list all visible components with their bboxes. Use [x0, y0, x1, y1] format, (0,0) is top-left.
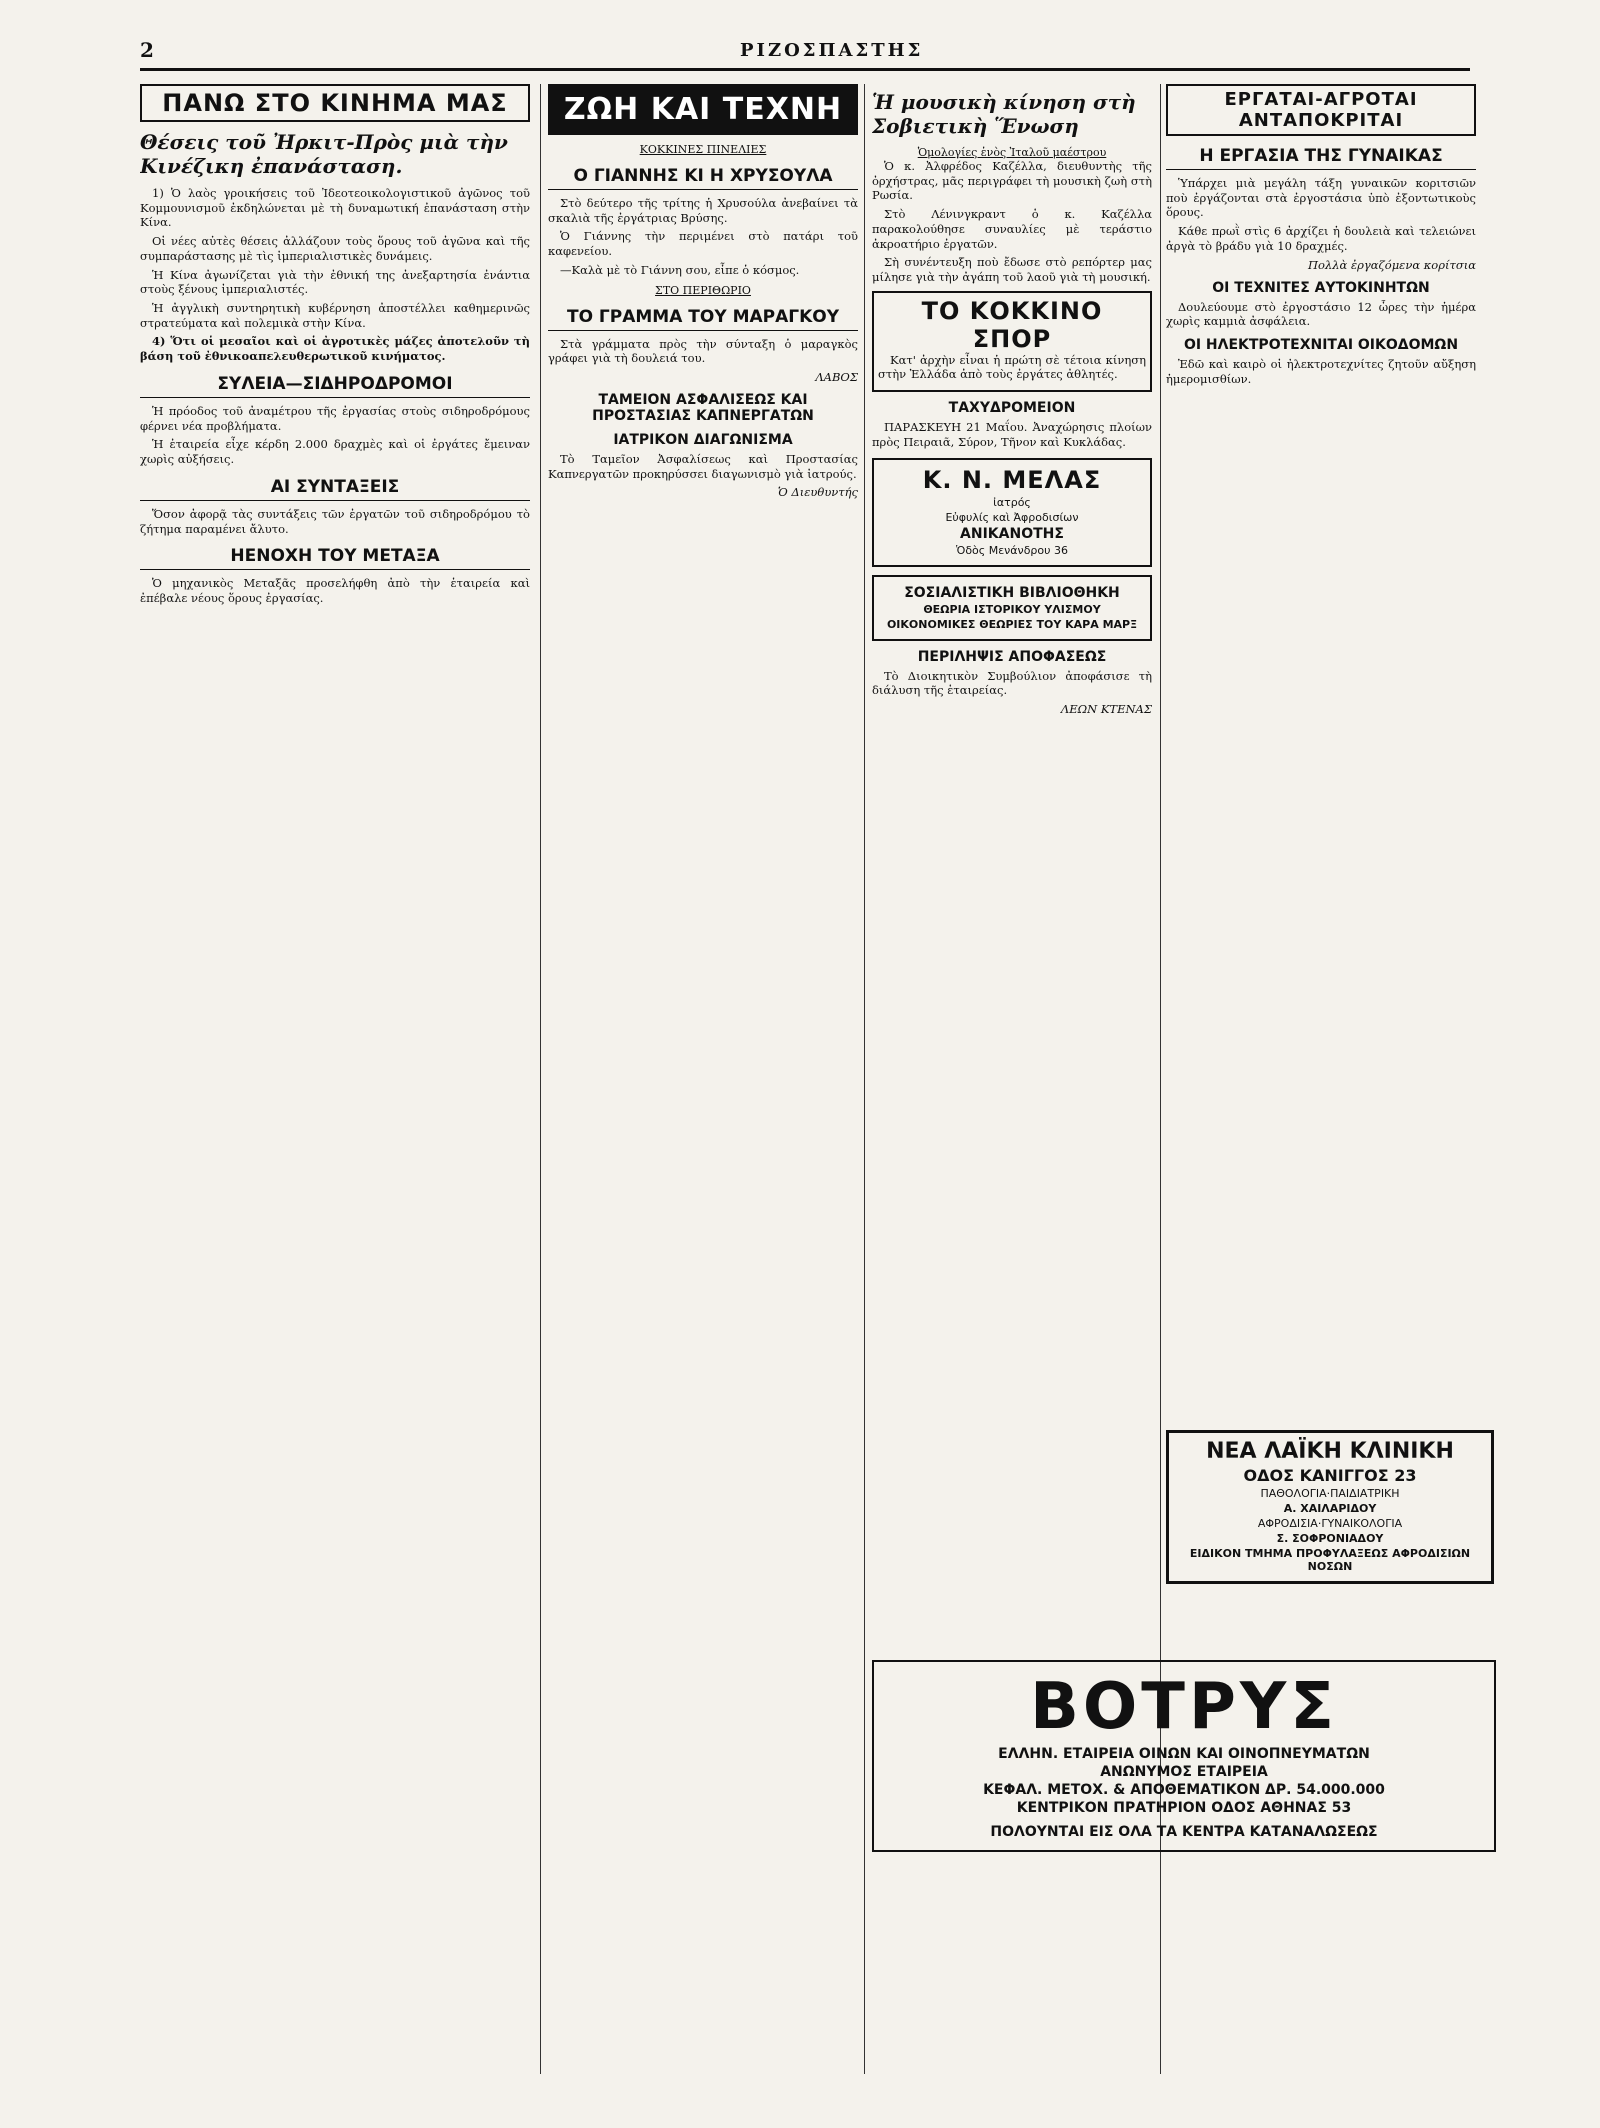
paragraph: Κατ' ἀρχὴν εἶναι ἡ πρώτη σὲ τέτοια κίνηση στὴν Ἑλλάδα ἀπὸ τοὺς ἐργάτες ἀθλητές.: [878, 352, 1146, 382]
ad-line: Ὁδὸς Μενάνδρου 36: [955, 543, 1069, 557]
heading-letter: ΤΟ ΓΡΑΜΜΑ ΤΟΥ ΜΑΡΑΓΚΟΥ: [548, 307, 858, 331]
sport-title: ΤΟ ΚΟΚΚΙΝΟ ΣΠΟΡ: [921, 296, 1103, 353]
heading-metaxa: ΗΕΝΟΧΗ ΤΟΥ ΜΕΤΑΞΑ: [140, 546, 530, 570]
ad-line: ΚΕΝΤΡΙΚΟΝ ΠΡΑΤΗΡΙΟΝ ΟΔΟΣ ΑΘΗΝΑΣ 53: [1016, 1800, 1352, 1816]
heading-decisions: ΠΕΡΙΛΗΨΙΣ ΑΠΟΦΑΣΕΩΣ: [917, 648, 1107, 665]
paragraph: ΠΑΡΑΣΚΕΥΗ 21 Μαΐου. Ἀναχώρησις πλοίων πρὸς Πειραιᾶ, Σύρον, Τῆνον καὶ Κυκλάδας.: [872, 420, 1152, 449]
heading-fund: ΤΑΜΕΙΟΝ ΑΣΦΑΛΙΣΕΩΣ ΚΑΙ ΠΡΟΣΤΑΣΙΑΣ ΚΑΠΝΕΡΓΑΤΩΝ: [592, 392, 814, 425]
paragraph: Τὸ Ταμεῖον Ἀσφαλίσεως καὶ Προστασίας Καπνεργατῶν προκηρύσσει διαγωνισμὸ γιὰ ἰατρούς.: [548, 452, 858, 481]
paragraph: Στὰ γράμματα πρὸς τὴν σύνταξη ὁ μαραγκὸς γράφει γιὰ τὴ δουλειά του.: [548, 336, 858, 366]
paragraph: Ἡ ἀγγλικὴ συντηρητικὴ κυβέρνηση ἀποστέλλει καθημερινῶς στρατεύματα καὶ πολεμικὰ στὴν Κίνα.: [140, 301, 530, 330]
heading-pensions: ΑΙ ΣΥΝΤΑΞΕΙΣ: [140, 477, 530, 501]
ad-line: ΑΝΙΚΑΝΟΤΗΣ: [960, 525, 1064, 542]
paragraph: Ὁ κ. Ἀλφρέδος Καζέλλα, διευθυντὴς τῆς ὀρχήστρας, μᾶς περιγράφει τὴ μουσικὴ ζωὴ στὴ Ρωσία.: [872, 159, 1152, 203]
masthead: [140, 38, 1470, 68]
ad-title: ΒΟΤΡΥΣ: [1030, 1670, 1338, 1744]
ad-title: ΣΟΣΙΑΛΙΣΤΙΚΗ ΒΙΒΛΙΟΘΗΚΗ: [904, 584, 1120, 601]
signature: ΛΕΩΝ ΚΤΕΝΑΣ: [1060, 702, 1152, 717]
heading-railways: ΣΥΛΕΙΑ—ΣΙΔΗΡΟΔΡΟΜΟΙ: [140, 374, 530, 398]
clinic-address: ΟΔΟΣ ΚΑΝΙΓΓΟΣ 23: [1243, 1466, 1417, 1485]
section-heading: ΖΩΗ ΚΑΙ ΤΕΧΝΗ: [548, 84, 858, 135]
article-title: Ἡ μουσικὴ κίνηση στὴ Σοβιετικὴ Ἕνωση: [872, 90, 1136, 138]
paragraph: Ἡ ἐταιρεία εἶχε κέρδη 2.000 δραχμὲς καὶ οἱ ἐργάτες ἔμειναν χωρὶς αὐξήσεις.: [140, 437, 530, 467]
bold-paragraph: 4) Ὅτι οἱ μεσαῖοι καὶ οἱ ἀγροτικὲς μάζες ἀποτελοῦν τὴ βάση τοῦ ἐθνικοαπελευθερωτικοῦ κινήματος.: [140, 334, 530, 364]
paragraph: Δουλεύουμε στὸ ἐργοστάσιο 12 ὧρες τὴν ἡμέρα χωρὶς καμμιὰ ἀσφάλεια.: [1166, 299, 1476, 329]
paragraph: Σὴ συνέντευξη ποὺ ἔδωσε στὸ ρεπόρτερ μας μίλησε γιὰ τὴν ἀγάπη τοῦ λαοῦ γιὰ τὴ μουσική.: [872, 255, 1152, 285]
ad-line: ΕΛΛΗΝ. ΕΤΑΙΡΕΙΑ ΟΙΝΩΝ ΚΑΙ ΟΙΝΟΠΝΕΥΜΑΤΩΝ: [998, 1746, 1370, 1762]
ad-title: Κ. Ν. ΜΕΛΑΣ: [922, 465, 1102, 494]
column-zoi-techni: [548, 84, 858, 2074]
ad-line: ΚΕΦΑΛ. ΜΕΤΟΧ. & ΑΠΟΘΕΜΑΤΙΚΟΝ ΔΡ. 54.000.000: [983, 1782, 1385, 1798]
column-rule: [864, 84, 865, 2074]
heading-electricians: ΟΙ ΗΛΕΚΤΡΟΤΕΧΝΙΤΑΙ ΟΙΚΟΔΟΜΩΝ: [1183, 337, 1459, 354]
paragraph: Ἐδῶ καὶ καιρὸ οἱ ἠλεκτροτεχνίτες ζητοῦν αὔξηση ἡμερομισθίων.: [1166, 357, 1476, 386]
ad-line: ἰατρός: [993, 495, 1031, 509]
clinic-line: Σ. ΣΟΦΡΟΝΙΑΔΟΥ: [1276, 1532, 1384, 1545]
paragraph: Οἱ νέες αὐτὲς θέσεις ἀλλάζουν τοὺς ὅρους τοῦ ἀγῶνα καὶ τῆς συμπαράστασης μὲ τὶς ἰμπεριαλιστικὲς δυνάμεις.: [140, 234, 530, 263]
paper-name: ΡΙΖΟΣΠΑΣΤΗΣ: [740, 40, 924, 61]
paragraph: 1) Ὁ λαὸς γροικήσεις τοῦ Ἰδεοτεοικολογιστικοῦ ἀγῶνος τοῦ Κομμουνισμοῦ ἐκδηλώνεται μὲ τὴ δυναμωτική ἐπανάσταση στὴν Κίνα.: [140, 186, 530, 230]
ad-line: ΠΟΛΟΥΝΤΑΙ ΕΙΣ ΟΛΑ ΤΑ ΚΕΝΤΡΑ ΚΑΤΑΝΑΛΩΣΕΩΣ: [990, 1824, 1378, 1840]
paragraph: Τὸ Διοικητικὸν Συμβούλιον ἀποφάσισε τὴ διάλυση τῆς ἑταιρείας.: [872, 668, 1152, 698]
paragraph: Ἡ πρόοδος τοῦ ἀναμέτρου τῆς ἐργασίας στοὺς σιδηροδρόμους φέρνει νέα προβλήματα.: [140, 403, 530, 433]
paragraph: Στὸ Λένινγκραντ ὁ κ. Καζέλλα παρακολούθησε συναυλίες μὲ τεράστιο ἀκροατήριο ἐργατῶν.: [872, 207, 1152, 251]
ad-line: ΑΝΩΝΥΜΟΣ ΕΤΑΙΡΕΙΑ: [1100, 1764, 1268, 1780]
ad-clinic: [1166, 1430, 1494, 1584]
heading-mail: ΤΑΧΥΔΡΟΜΕΙΟΝ: [948, 400, 1076, 417]
ad-melas: [872, 458, 1152, 567]
clinic-line: ΕΙΔΙΚΟΝ ΤΜΗΜΑ ΠΡΟΦΥΛΑΞΕΩΣ ΑΦΡΟΔΙΣΙΩΝ ΝΟΣΩΝ: [1189, 1547, 1471, 1573]
ad-line: ΟΙΚΟΝΟΜΙΚΕΣ ΘΕΩΡΙΕΣ ΤΟΥ ΚΑΡΑ ΜΑΡΞ: [886, 617, 1138, 631]
paragraph: Κάθε πρωῒ στὶς 6 ἀρχίζει ἡ δουλειὰ καὶ τελειώνει ἀργὰ τὸ βράδυ γιὰ 10 δραχμές.: [1166, 224, 1476, 253]
paragraph: Ὑπάρχει μιὰ μεγάλη τάξη γυναικῶν κοριτσιῶν ποὺ ἐργάζονται στὰ ἐργοστάσια ὑπὸ ἐξοντωτικοὺς ὅρους.: [1166, 176, 1476, 220]
ad-library: [872, 575, 1152, 641]
ad-votrys: [872, 1660, 1496, 1852]
heading-contest: ΙΑΤΡΙΚΟΝ ΔΙΑΓΩΝΙΣΜΑ: [613, 432, 793, 449]
sport-box: [872, 291, 1152, 392]
paragraph: Ἡ Κίνα ἀγωνίζεται γιὰ τὴν ἐθνική της ἀνεξαρτησία ἐνάντια στοὺς ξένους ἰμπεριαλιστές.: [140, 267, 530, 297]
paragraph: Ὁ μηχανικὸς Μεταξᾶς προσελήφθη ἀπὸ τὴν ἑταιρεία καὶ ἐπέβαλε νέους ὅρους ἐργασίας.: [140, 576, 530, 605]
kicker: ΣΤΟ ΠΕΡΙΘΩΡΙΟ: [655, 283, 751, 297]
ad-line: ΘΕΩΡΙΑ ΙΣΤΟΡΙΚΟΥ ΥΛΙΣΜΟΥ: [923, 602, 1101, 616]
paragraph: Στὸ δεύτερο τῆς τρίτης ἡ Χρυσούλα ἀνεβαίνει τὰ σκαλιὰ τῆς ἐργάτριας Βρύσης.: [548, 196, 858, 225]
column-rule: [540, 84, 541, 2074]
signature: Ὁ Διευθυντής: [777, 485, 858, 500]
kicker: ΚΟΚΚΙΝΕΣ ΠΙΝΕΛΙΕΣ: [639, 143, 767, 156]
ad-line: Εὐφυλίς καὶ Ἀφροδισίων: [945, 510, 1079, 524]
column-kinima: [140, 84, 530, 2074]
top-rule: [140, 68, 1470, 71]
article-subtitle: Θέσεις τοῦ Ἠρκιτ-Πρὸς μιὰ τὴν Κινέζικη ἐπανάσταση.: [140, 130, 508, 178]
clinic-line: Α. ΧΑΙΛΑΡΙΔΟΥ: [1283, 1502, 1377, 1515]
paragraph: Ὅσον ἀφορᾷ τὰς συντάξεις τῶν ἐργατῶν τοῦ σιδηροδρόμου τὸ ζήτημα παραμένει ἄλυτο.: [140, 506, 530, 536]
heading-women: Η ΕΡΓΑΣΙΑ ΤΗΣ ΓΥΝΑΙΚΑΣ: [1166, 146, 1476, 170]
heading-drivers: ΟΙ ΤΕΧΝΙΤΕΣ ΑΥΤΟΚΙΝΗΤΩΝ: [1212, 279, 1430, 296]
clinic-title: ΝΕΑ ΛΑΪΚΗ ΚΛΙΝΙΚΗ: [1206, 1439, 1454, 1464]
clinic-line: ΠΑΘΟΛΟΓΙΑ·ΠΑΙΔΙΑΤΡΙΚΗ: [1260, 1487, 1400, 1500]
story-title: Ο ΓΙΑΝΝΗΣ ΚΙ Η ΧΡΥΣΟΥΛΑ: [548, 166, 858, 190]
signature: ΛΑΒΟΣ: [815, 370, 858, 385]
signature: Πολλὰ ἐργαζόμενα κορίτσια: [1308, 257, 1476, 272]
section-heading: ΕΡΓΑΤΑΙ-ΑΓΡΟΤΑΙ ΑΝΤΑΠΟΚΡΙΤΑΙ: [1166, 84, 1476, 136]
paragraph: —Καλὰ μὲ τὸ Γιάννη σου, εἶπε ὁ κόσμος.: [560, 262, 800, 277]
article-subtitle: Ὁμολογίες ἑνὸς Ἰταλοῦ μαέστρου: [917, 146, 1107, 159]
section-heading: ΠΑΝΩ ΣΤΟ ΚΙΝΗΜΑ ΜΑΣ: [140, 84, 530, 122]
clinic-line: ΑΦΡΟΔΙΣΙΑ·ΓΥΝΑΙΚΟΛΟΓΙΑ: [1257, 1517, 1403, 1530]
paragraph: Ὁ Γιάννης τὴν περιμένει στὸ πατάρι τοῦ καφενείου.: [548, 229, 858, 259]
page-number: 2: [140, 38, 154, 62]
